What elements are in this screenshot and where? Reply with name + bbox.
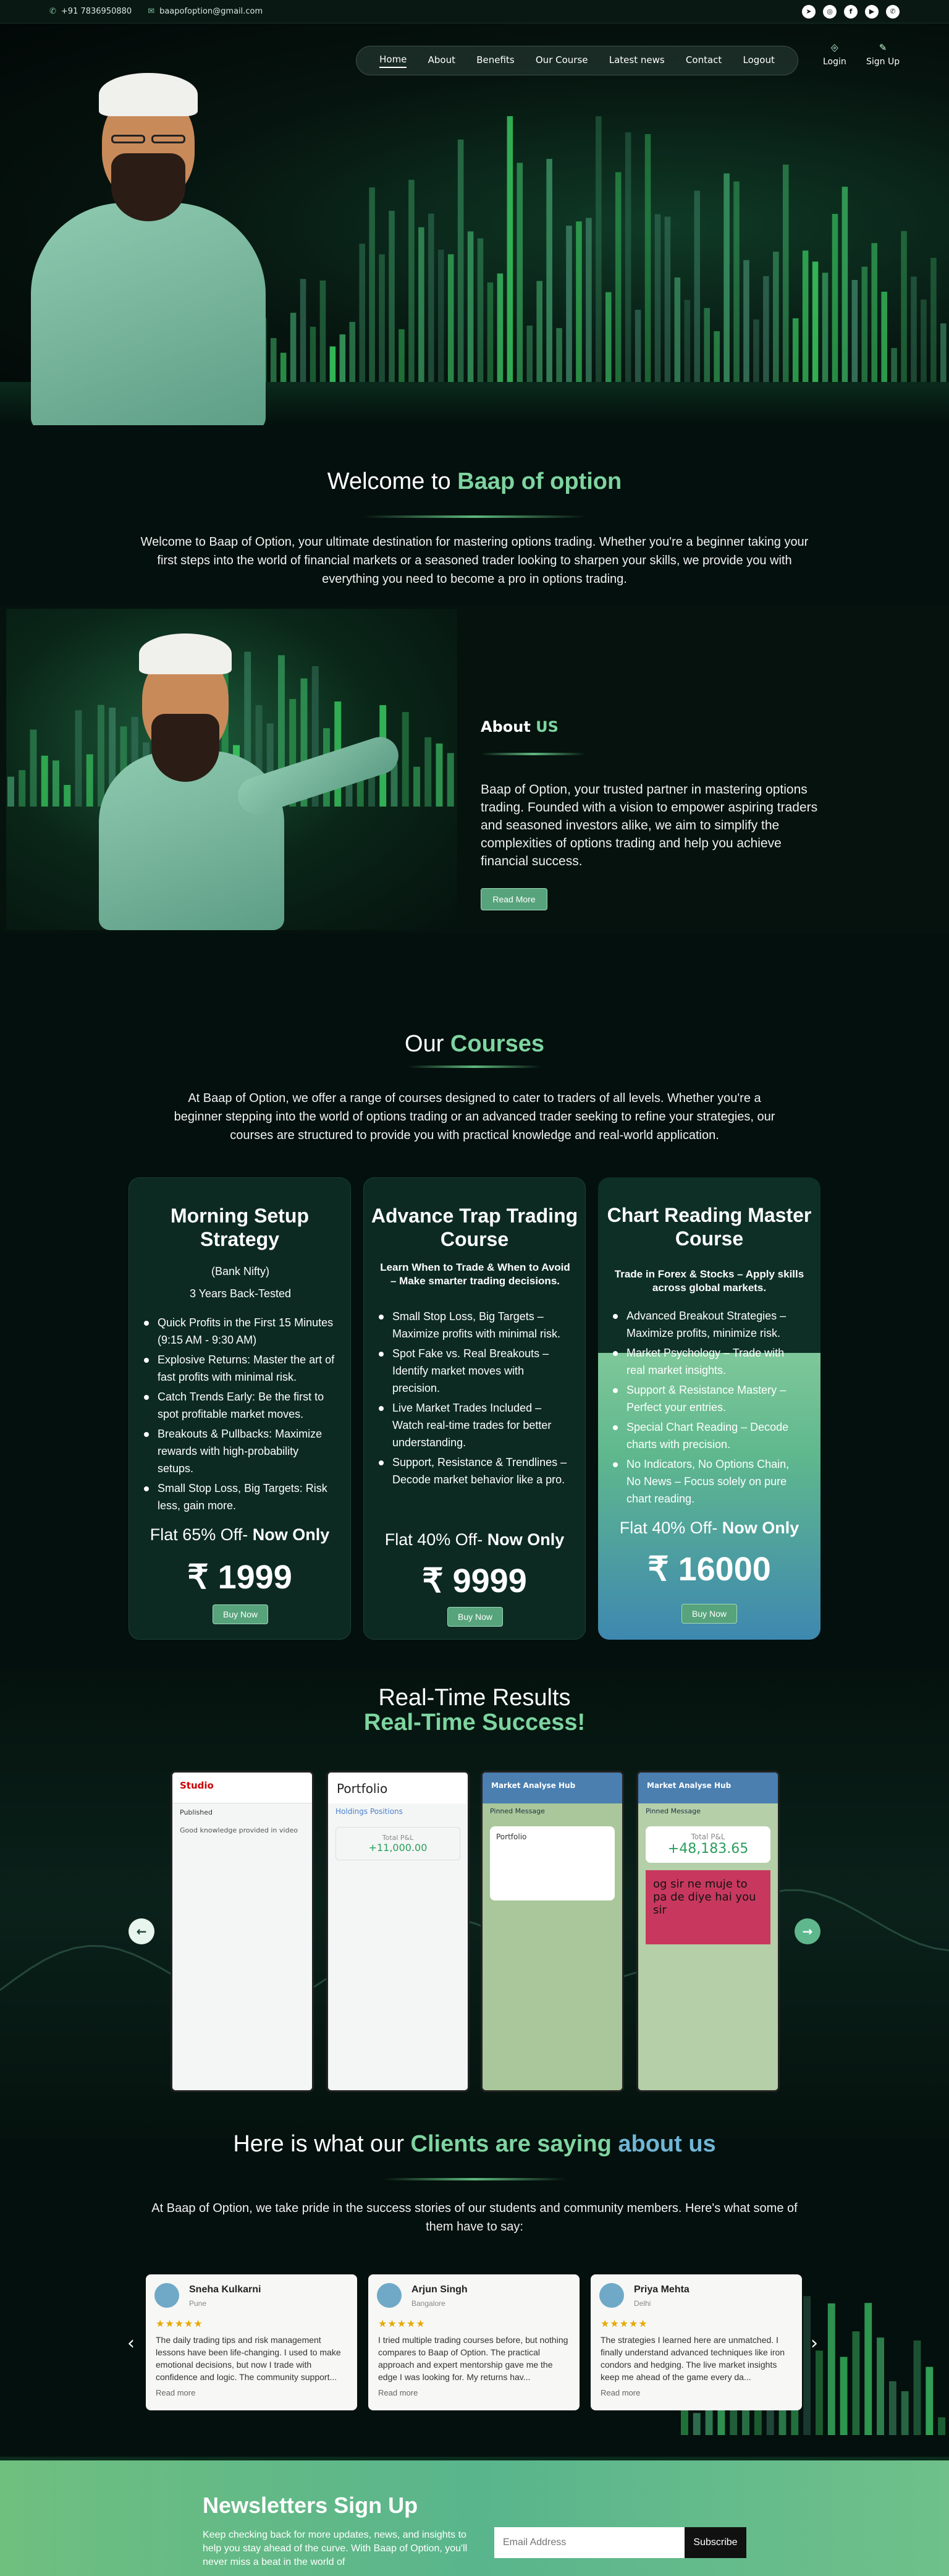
course-price: ₹ 1999	[187, 1559, 292, 1596]
results-next-arrow[interactable]: →	[795, 1918, 820, 1944]
clients-title: Here is what our Clients are saying about us	[233, 2131, 716, 2157]
decor-bar	[635, 310, 641, 388]
about-underline	[481, 753, 586, 755]
facebook-icon[interactable]: f	[844, 5, 858, 19]
course-price: ₹ 16000	[647, 1551, 771, 1588]
decor-bar	[852, 2331, 859, 2435]
decor-bar	[507, 116, 513, 388]
decor-bar	[586, 218, 592, 388]
telegram-icon[interactable]: ➤	[802, 5, 816, 19]
login-icon: ⎆	[830, 42, 838, 53]
decor-bar	[822, 273, 829, 388]
result-screenshot-1[interactable]	[171, 1771, 314, 2092]
decor-bar	[359, 244, 365, 388]
list-item: Small Stop Loss, Big Targets: Risk less, gain more.	[151, 1480, 337, 1514]
about-person-illustration	[74, 621, 395, 930]
about-text: Baap of Option, your trusted partner in mastering options trading. Founded with a vision to empower aspiring traders and seasoned investors alike, we aim to simplify the complexities of options trading and help you achieve financial success.	[481, 782, 818, 868]
course-title: Chart Reading Master Course	[607, 1204, 812, 1250]
clients-underline	[383, 2178, 566, 2180]
social-links	[802, 5, 900, 19]
decor-bar	[402, 712, 409, 807]
top-contact-bar	[0, 0, 949, 23]
screenshot-tabs: Holdings Positions	[335, 1807, 403, 1816]
signup-link[interactable]: ✎ Sign Up	[866, 42, 900, 67]
course-offer: Flat 65% Off- Now Only	[150, 1525, 330, 1544]
decor-bar	[693, 2413, 701, 2435]
decor-bar	[497, 273, 504, 388]
decor-bar	[889, 2381, 896, 2435]
decor-bar	[832, 214, 838, 388]
decor-bar	[487, 282, 494, 388]
decor-bar	[418, 227, 424, 388]
screenshot-tabs: Pinned Message	[490, 1807, 545, 1815]
decor-bar	[704, 308, 710, 388]
course-subtitle: Learn When to Trade & When to Avoid – Make smarter trading decisions.	[380, 1261, 570, 1287]
course-features	[151, 1314, 337, 1517]
decor-bar	[428, 214, 434, 388]
decor-bar	[940, 323, 947, 388]
testimonial-city: Delhi	[634, 2299, 651, 2308]
list-item: Advanced Breakout Strategies – Maximize profits, minimize risk.	[620, 1307, 806, 1342]
decor-bar	[685, 300, 691, 388]
list-item: Small Stop Loss, Big Targets – Maximize profits with minimal risk.	[386, 1308, 572, 1342]
list-item: Live Market Trades Included – Watch real-time trades for better understanding.	[386, 1399, 572, 1451]
results-prev-arrow[interactable]: ←	[129, 1918, 154, 1944]
decor-bar	[733, 182, 740, 388]
decor-bar	[468, 231, 474, 388]
testimonial-text: The daily trading tips and risk management lessons have been life-changing. I used to make emotional decisions, but now I trade with confidence and logic. The community support...	[156, 2335, 341, 2382]
courses-text: At Baap of Option, we offer a range of courses designed to cater to traders of all levels. Whether you're a beginner stepping into the world of options trading or an advanced trader seeking to refine your strategies, our courses are structured to provide you with practical knowledge and real-world application.	[174, 1091, 775, 1142]
result-screenshot-4[interactable]	[636, 1771, 780, 2092]
decor-bar	[763, 276, 769, 388]
testimonial-card	[368, 2274, 580, 2410]
hero-banner	[0, 23, 949, 425]
decor-bar	[842, 187, 848, 388]
decor-bar	[340, 334, 346, 388]
nav-our-course[interactable]: Our Course	[535, 54, 588, 66]
testimonial-city: Bangalore	[411, 2299, 445, 2308]
nav-home[interactable]: Home	[379, 54, 407, 68]
decor-bar	[645, 134, 651, 388]
read-more-link[interactable]: Read more	[601, 2388, 641, 2397]
instagram-icon[interactable]: ◎	[823, 5, 837, 19]
list-item: Catch Trends Early: Be the first to spot profitable market moves.	[151, 1388, 337, 1423]
decor-bar	[53, 760, 59, 807]
results-subtitle: Real-Time Success!	[363, 1710, 586, 1735]
email-input[interactable]	[494, 2527, 685, 2558]
decor-bar	[773, 252, 779, 388]
welcome-text: Welcome to Baap of Option, your ultimate destination for mastering options trading. Whether you're a beginner taking your first steps into the world of financial markets or a seasoned trader looking to sharpen your skills, we provide you with everything you need to become a pro in options trading.	[140, 535, 809, 586]
list-item: Quick Profits in the First 15 Minutes (9:15 AM - 9:30 AM)	[151, 1314, 337, 1349]
newsletter-title: Newsletters Sign Up	[203, 2493, 418, 2518]
nav-latest-news[interactable]: Latest news	[609, 54, 665, 66]
decor-bar	[64, 785, 70, 807]
read-more-link[interactable]: Read more	[156, 2388, 196, 2397]
decor-bar	[349, 322, 355, 388]
avatar	[154, 2283, 179, 2308]
decor-bar	[389, 211, 395, 388]
decor-bar	[517, 163, 523, 388]
screenshot-note: Good knowledge provided in video	[180, 1826, 298, 1834]
signup-icon: ✎	[879, 42, 887, 53]
decor-bar	[871, 243, 877, 388]
courses-title: Our Courses	[405, 1031, 544, 1057]
decor-bar	[576, 221, 582, 388]
decor-bar	[864, 2303, 872, 2435]
star-rating: ★★★★★	[378, 2319, 426, 2329]
decor-bar	[478, 239, 484, 388]
decor-bar	[723, 174, 730, 388]
results-section	[0, 1669, 949, 2138]
decor-bar	[926, 2367, 933, 2435]
decor-bar	[379, 254, 385, 388]
screenshot-tabs: Published	[180, 1808, 213, 1816]
list-item: No Indicators, No Options Chain, No News – Focus solely on pure chart reading.	[620, 1455, 806, 1507]
decor-bar	[862, 266, 868, 388]
star-rating: ★★★★★	[156, 2319, 203, 2329]
read-more-button[interactable]: Read More	[481, 888, 547, 910]
decor-bar	[694, 191, 700, 388]
decor-bar	[852, 280, 858, 388]
avatar	[377, 2283, 402, 2308]
decor-bar	[536, 281, 542, 388]
decor-bar	[566, 226, 572, 388]
course-card-chart-reading	[598, 1177, 820, 1640]
youtube-icon[interactable]: ▶	[865, 5, 879, 19]
decor-bar	[30, 729, 37, 807]
decor-bar	[803, 2296, 811, 2435]
decor-bar	[300, 279, 306, 388]
welcome-underline	[363, 515, 586, 518]
screenshot-header: Studio	[172, 1773, 312, 1803]
decor-bar	[526, 326, 533, 388]
decor-wave	[0, 1890, 949, 2006]
decor-bar	[413, 767, 420, 807]
decor-bar	[19, 770, 25, 807]
list-item: Support, Resistance & Trendlines – Decode market behavior like a pro.	[386, 1454, 572, 1488]
testimonials-next-arrow[interactable]: ›	[811, 2332, 818, 2354]
decor-bar	[783, 164, 789, 388]
screenshot-header: Market Analyse Hub	[483, 1773, 622, 1803]
buy-now-button[interactable]: Buy Now	[213, 1604, 268, 1624]
nav-contact[interactable]: Contact	[685, 54, 722, 66]
phone-contact[interactable]: ✆ +91 7836950880	[49, 7, 132, 16]
decor-bar	[803, 250, 809, 388]
decor-bar	[655, 214, 661, 388]
list-item: Support & Resistance Mastery – Perfect your entries.	[620, 1381, 806, 1416]
buy-now-button[interactable]: Buy Now	[447, 1607, 503, 1627]
decor-bar	[424, 737, 431, 807]
results-title: Real-Time Results	[378, 1685, 571, 1711]
testimonial-name: Arjun Singh	[411, 2284, 468, 2295]
decor-bar	[399, 329, 405, 388]
decor-bar	[812, 261, 819, 388]
decor-bar	[901, 231, 907, 388]
list-item: Market Psychology – Trade with real market insights.	[620, 1344, 806, 1379]
testimonial-text: The strategies I learned here are unmatched. I finally understand advanced techniques like iron condors and hedging. The live market insights keep me ahead of the game every da...	[601, 2335, 785, 2382]
star-rating: ★★★★★	[601, 2319, 648, 2329]
read-more-link[interactable]: Read more	[378, 2388, 418, 2397]
course-title: Advance Trap Trading Course	[371, 1205, 578, 1250]
decor-bar	[605, 292, 612, 388]
subscribe-button[interactable]: Subscribe	[685, 2527, 746, 2558]
testimonial-card	[591, 2274, 802, 2410]
course-title: Morning Setup Strategy	[171, 1205, 309, 1250]
course-subtitle: (Bank Nifty)	[211, 1265, 270, 1277]
decor-bar	[840, 2357, 848, 2435]
decor-bar	[310, 327, 316, 388]
newsletter-section	[0, 2457, 949, 2576]
decor-bar	[911, 276, 917, 388]
mail-icon: ✉	[148, 7, 155, 16]
decor-bar	[665, 217, 671, 388]
hero-person-illustration	[19, 61, 278, 425]
decor-bar	[793, 318, 799, 388]
list-item: Spot Fake vs. Real Breakouts – Identify market moves with precision.	[386, 1345, 572, 1397]
phone-icon: ✆	[49, 7, 56, 16]
testimonial-city: Pune	[189, 2299, 207, 2308]
decor-bar	[438, 250, 444, 388]
decor-bar	[881, 292, 887, 388]
nav-benefits[interactable]: Benefits	[476, 54, 515, 66]
screenshot-note: Portfolio	[490, 1826, 615, 1900]
decor-bar	[7, 777, 14, 807]
screenshot-header: Portfolio	[328, 1773, 468, 1803]
decor-bar	[546, 159, 552, 388]
result-screenshot-2[interactable]	[326, 1771, 470, 2092]
course-subtitle: Trade in Forex & Stocks – Apply skills across global markets.	[614, 1268, 804, 1294]
course-offer: Flat 40% Off- Now Only	[384, 1530, 565, 1549]
testimonial-name: Sneha Kulkarni	[189, 2284, 261, 2295]
course-card-morning-setup	[129, 1177, 351, 1640]
decor-bar	[828, 2303, 835, 2435]
pnl-value: +48,183.65	[667, 1841, 749, 1857]
courses-underline	[408, 1066, 541, 1068]
result-screenshot-3[interactable]	[481, 1771, 624, 2092]
nav-about[interactable]: About	[428, 54, 455, 66]
decor-bar	[596, 116, 602, 388]
decor-bar	[921, 299, 927, 388]
login-link[interactable]: ⎆ Login	[823, 42, 846, 67]
course-features	[620, 1307, 806, 1510]
decor-bar	[436, 744, 443, 807]
decor-bar	[675, 278, 681, 388]
course-tag: 3 Years Back-Tested	[189, 1287, 292, 1300]
decor-bar	[458, 140, 464, 388]
decor-bar	[743, 260, 749, 388]
screenshot-tabs: Pinned Message	[646, 1807, 701, 1815]
testimonial-text: I tried multiple trading courses before, but nothing compares to Baap of Option. The practical approach and expert mentorship gave me the edge I was looking for. My returns hav...	[378, 2335, 568, 2382]
course-price: ₹ 9999	[422, 1562, 527, 1599]
main-navigation	[356, 46, 798, 75]
decor-bar	[290, 313, 297, 388]
list-item: Explosive Returns: Master the art of fast profits with minimal risk.	[151, 1351, 337, 1386]
pnl-value: +11,000.00	[368, 1842, 428, 1854]
decor-bar	[914, 2341, 921, 2435]
buy-now-button[interactable]: Buy Now	[681, 1604, 737, 1624]
list-item: Breakouts & Pullbacks: Maximize rewards with high-probability setups.	[151, 1425, 337, 1477]
decor-bar	[41, 756, 48, 807]
decor-bar	[877, 2337, 884, 2435]
pnl-label: Total P&L	[691, 1832, 725, 1841]
testimonial-card	[146, 2274, 357, 2410]
testimonial-name: Priya Mehta	[634, 2284, 690, 2295]
results-background-chart	[0, 1669, 949, 2138]
list-item: Special Chart Reading – Decode charts with precision.	[620, 1418, 806, 1453]
screenshot-note: og sir ne muje to pa de diye hai you sir	[646, 1870, 770, 1944]
decor-bar	[369, 187, 375, 388]
clients-text: At Baap of Option, we take pride in the success stories of our students and community members. Here's what some of them have to say:	[151, 2201, 798, 2234]
decor-bar	[320, 281, 326, 388]
decor-bar	[938, 2417, 945, 2435]
welcome-title: Welcome to Baap of option	[327, 468, 622, 494]
course-card-advance-trap	[363, 1177, 586, 1640]
about-image	[6, 609, 457, 930]
email-contact[interactable]: ✉ baapofoption@gmail.com	[148, 7, 263, 16]
decor-bar	[408, 180, 415, 388]
course-offer: Flat 40% Off- Now Only	[619, 1519, 799, 1537]
nav-logout[interactable]: Logout	[743, 54, 775, 66]
avatar	[599, 2283, 624, 2308]
pnl-label: Total P&L	[382, 1834, 414, 1842]
screenshot-header: Market Analyse Hub	[638, 1773, 778, 1803]
decor-bar	[901, 2391, 909, 2435]
whatsapp-icon[interactable]: ✆	[886, 5, 900, 19]
decor-bar	[753, 320, 759, 388]
course-features	[386, 1308, 572, 1491]
newsletter-text: Keep checking back for more updates, news, and insights to help you stay ahead of the curve. With Baap of Option, you'll never miss a beat in the world of	[203, 2530, 468, 2567]
decor-bar	[625, 132, 631, 388]
decor-bar	[615, 172, 622, 388]
testimonials-prev-arrow[interactable]: ‹	[127, 2332, 135, 2354]
decor-bar	[816, 2350, 823, 2435]
decor-bar	[556, 328, 562, 388]
decor-bar	[448, 254, 454, 388]
decor-bar	[447, 753, 454, 807]
about-title: About US	[481, 718, 559, 735]
decor-bar	[714, 331, 720, 388]
decor-bar	[930, 258, 937, 388]
